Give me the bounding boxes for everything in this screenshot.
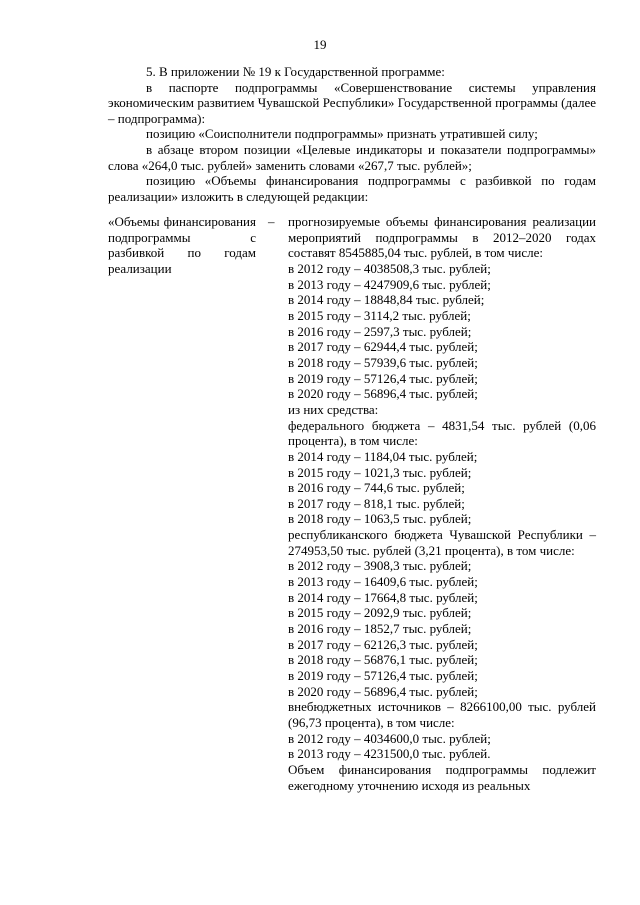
passport-line: в 2016 году – 2597,3 тыс. рублей; <box>288 323 472 339</box>
page-number: 19 <box>313 37 327 52</box>
passport-line: в 2014 году – 18848,84 тыс. рублей; <box>288 292 485 308</box>
passport-line: в 2019 году – 57126,4 тыс. рублей; <box>288 668 478 684</box>
passport-line: федерального бюджета – 4831,54 тыс. рублей (0,06 процента), в том числе: <box>288 417 596 449</box>
passport-dash: – <box>268 214 275 229</box>
passport-line: республиканского бюджета Чувашской Республики – 274953,50 тыс. рублей (3,21 процента), в том числе: <box>288 527 596 558</box>
passport-line: в 2012 году – 4034600,0 тыс. рублей; <box>288 730 491 746</box>
intro-paragraph: в паспорте подпрограммы «Совершенствование системы управления экономическим развитием Чувашской Республики» Государственной программы (далее – подпрограмма): <box>108 79 596 126</box>
passport-line: в 2016 году – 744,6 тыс. рублей; <box>288 480 465 496</box>
intro-paragraph: позицию «Объемы финансирования подпрограммы с разбивкой по годам реализации» изложить в следующей редакции: <box>108 173 596 204</box>
intro-text <box>108 64 596 204</box>
passport-line: в 2012 году – 4038508,3 тыс. рублей; <box>288 260 491 276</box>
intro-paragraph: 5. В приложении № 19 к Государственной программе: <box>146 64 445 79</box>
passport-line: в 2015 году – 2092,9 тыс. рублей; <box>288 605 472 621</box>
passport-line: в 2017 году – 62126,3 тыс. рублей; <box>288 636 478 652</box>
passport-line: из них средства: <box>288 401 379 417</box>
passport-line: в 2018 году – 1063,5 тыс. рублей; <box>288 511 472 527</box>
intro-paragraph: позицию «Соисполнители подпрограммы» признать утратившей силу; <box>146 126 538 142</box>
passport-value <box>288 214 596 793</box>
passport-line: в 2017 году – 818,1 тыс. рублей; <box>288 495 465 511</box>
passport-line: в 2015 году – 3114,2 тыс. рублей; <box>288 307 471 323</box>
passport-line: в 2016 году – 1852,7 тыс. рублей; <box>288 621 472 637</box>
passport-table <box>108 214 596 904</box>
passport-line: в 2017 году – 62944,4 тыс. рублей; <box>288 339 478 355</box>
passport-line: в 2012 году – 3908,3 тыс. рублей; <box>288 558 472 574</box>
passport-line: в 2020 году – 56896,4 тыс. рублей; <box>288 386 478 402</box>
passport-line: в 2020 году – 56896,4 тыс. рублей; <box>288 683 478 699</box>
passport-line: в 2013 году – 4231500,0 тыс. рублей. <box>288 746 491 762</box>
passport-line: в 2018 году – 57939,6 тыс. рублей; <box>288 354 478 370</box>
intro-paragraph: в абзаце втором позиции «Целевые индикаторы и показатели подпрограммы» слова «264,0 тыс. рублей» заменить словами «267,7 тыс. рублей»; <box>108 141 596 173</box>
passport-line: в 2013 году – 16409,6 тыс. рублей; <box>288 574 478 590</box>
passport-line: прогнозируемые объемы финансирования реализации мероприятий подпрограммы в 2012–2020 годах составят 8545885,04 тыс. рублей, в том числе: <box>288 214 596 261</box>
passport-line: в 2014 году – 1184,04 тыс. рублей; <box>288 448 478 464</box>
passport-label: «Объемы финансирования подпрограммы с разбивкой по годам реализации <box>108 214 256 276</box>
passport-line: Объем финансирования подпрограммы подлежит ежегодному уточнению исходя из реальных <box>288 761 596 793</box>
passport-line: в 2015 году – 1021,3 тыс. рублей; <box>288 464 472 480</box>
passport-line: в 2019 году – 57126,4 тыс. рублей; <box>288 370 478 386</box>
passport-line: внебюджетных источников – 8266100,00 тыс. рублей (96,73 процента), в том числе: <box>288 699 596 730</box>
passport-line: в 2013 году – 4247909,6 тыс. рублей; <box>288 276 491 292</box>
passport-line: в 2014 году – 17664,8 тыс. рублей; <box>288 589 478 605</box>
passport-line: в 2018 году – 56876,1 тыс. рублей; <box>288 652 478 668</box>
